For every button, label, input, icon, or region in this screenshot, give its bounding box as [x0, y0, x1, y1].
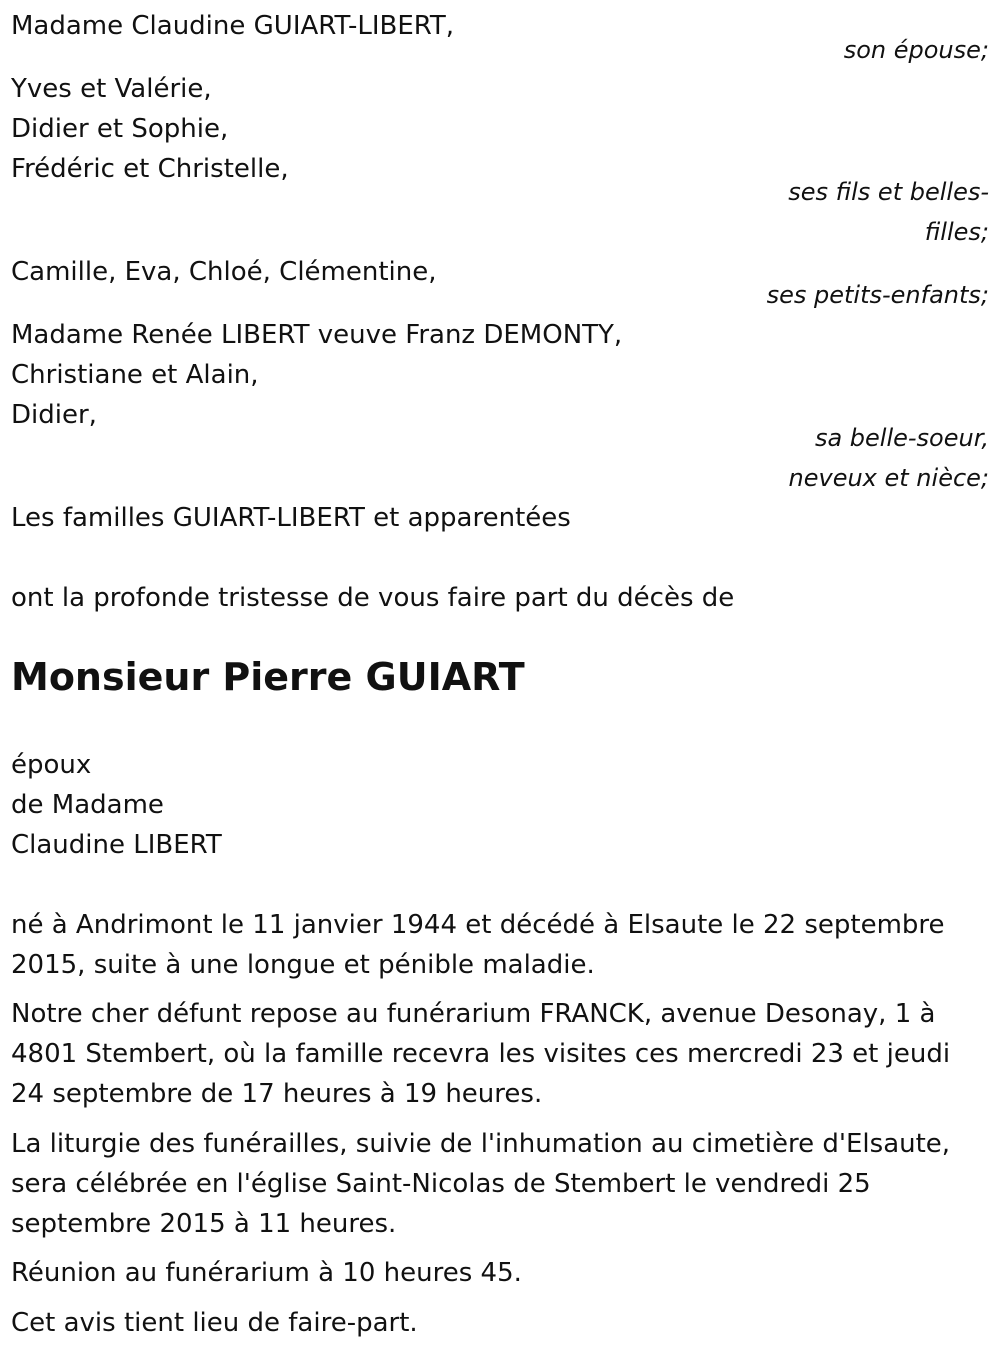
- paragraph-line: 2015, suite à une longue et pénible maladie.: [11, 950, 595, 980]
- paragraph-line: septembre 2015 à 11 heures.: [11, 1209, 397, 1239]
- deceased-block: [11, 652, 989, 702]
- inlaws-role: sa belle-soeur,: [814, 424, 989, 452]
- inlaws-role: neveux et nièce;: [788, 464, 989, 492]
- children-role: ses fils et belles-: [788, 178, 989, 206]
- children-line: Didier et Sophie,: [11, 114, 229, 144]
- paragraph-line: Notre cher défunt repose au funérarium FRANCK, avenue Desonay, 1 à: [11, 999, 936, 1029]
- inlaws-line: Madame Renée LIBERT veuve Franz DEMONTY,: [11, 320, 623, 350]
- paragraph-line: né à Andrimont le 11 janvier 1944 et décédé à Elsaute le 22 septembre: [11, 910, 945, 940]
- families-line: Les familles GUIART-LIBERT et apparentées: [11, 503, 571, 533]
- spouse-name: Madame Claudine GUIART-LIBERT,: [11, 11, 455, 41]
- grandchildren-role-block: [11, 275, 989, 315]
- deceased-name: Monsieur Pierre GUIART: [11, 655, 525, 699]
- spouse-of-line: époux: [11, 750, 92, 780]
- inlaws-role-block: [11, 418, 989, 498]
- spouse-role-block: [11, 30, 989, 70]
- families-block: [11, 498, 989, 538]
- grandchildren-names: Camille, Eva, Chloé, Clémentine,: [11, 257, 437, 287]
- paragraph-line: Réunion au funérarium à 10 heures 45.: [11, 1258, 522, 1288]
- children-role-block: [11, 172, 989, 252]
- funeral-home-paragraph: [11, 994, 989, 1114]
- meeting-paragraph: [11, 1253, 989, 1293]
- spouse-of-line: de Madame: [11, 790, 164, 820]
- grandchildren-role: ses petits-enfants;: [766, 281, 989, 309]
- announcement-text: ont la profonde tristesse de vous faire part du décès de: [11, 583, 735, 613]
- children-role: filles;: [924, 218, 989, 246]
- inlaws-line: Christiane et Alain,: [11, 360, 259, 390]
- spouse-of-block: [11, 745, 989, 865]
- notice-paragraph: [11, 1303, 989, 1343]
- inlaws-line: Didier,: [11, 400, 97, 430]
- paragraph-line: Cet avis tient lieu de faire-part.: [11, 1308, 418, 1338]
- children-block: [11, 69, 989, 189]
- spouse-role: son épouse;: [843, 36, 989, 64]
- announcement-block: [11, 578, 989, 618]
- paragraph-line: La liturgie des funérailles, suivie de l'inhumation au cimetière d'Elsaute,: [11, 1129, 951, 1159]
- paragraph-line: 24 septembre de 17 heures à 19 heures.: [11, 1079, 543, 1109]
- birth-death-paragraph: [11, 905, 989, 985]
- children-line: Yves et Valérie,: [11, 74, 212, 104]
- inlaws-block: [11, 315, 989, 435]
- paragraph-line: sera célébrée en l'église Saint-Nicolas de Stembert le vendredi 25: [11, 1169, 871, 1199]
- paragraph-line: 4801 Stembert, où la famille recevra les visites ces mercredi 23 et jeudi: [11, 1039, 951, 1069]
- children-line: Frédéric et Christelle,: [11, 154, 289, 184]
- spouse-of-line: Claudine LIBERT: [11, 830, 222, 860]
- liturgy-paragraph: [11, 1124, 989, 1244]
